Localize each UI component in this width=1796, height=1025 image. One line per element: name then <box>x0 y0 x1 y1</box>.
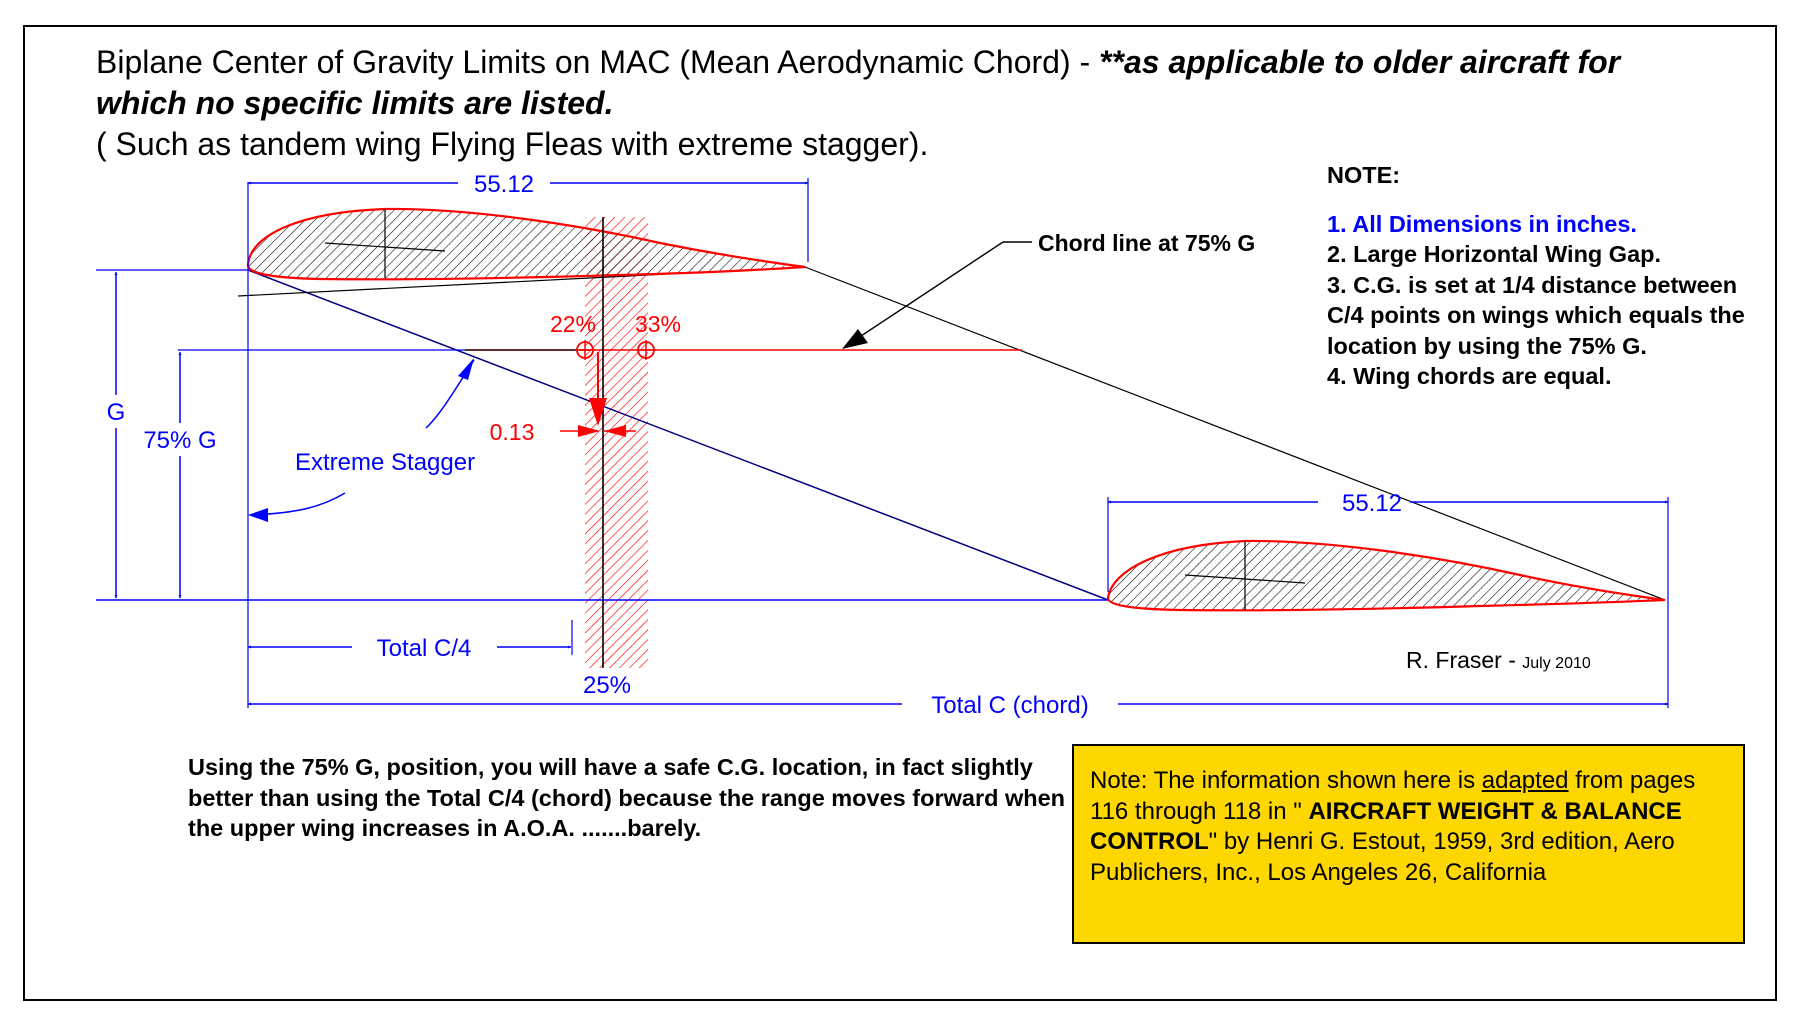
note-1: 1. All Dimensions in inches. <box>1327 210 1637 237</box>
reference-pre: Note: The information shown here is <box>1090 767 1482 794</box>
gap-75g-dimension <box>143 352 216 598</box>
title-subline: ( Such as tandem wing Flying Fleas with extreme stagger). <box>96 126 929 162</box>
explanation-paragraph: Using the 75% G, position, you will have a safe C.G. location, in fact slightly better than using the Total C/4 (chord) because the range moves forward when the upper wing increases in A.O.A. .......barely. <box>188 754 1066 841</box>
upper-chord-value: 55.12 <box>473 171 535 198</box>
total-c-label: Total C (chord) <box>931 692 1089 719</box>
reference-book-title: AIRCRAFT WEIGHT & BALANCE CONTROL <box>1090 797 1682 855</box>
reference-underlined: adapted <box>1481 767 1569 794</box>
total-c4-dimension <box>248 635 571 662</box>
lower-chord-dimension <box>1108 490 1668 517</box>
note-3: 3. C.G. is set at 1/4 distance between C/4 points on wings which equals the location by using the 75% G. <box>1327 271 1745 359</box>
author-name: R. Fraser - <box>1406 647 1523 673</box>
title-plain: Biplane Center of Gravity Limits on MAC (Mean Aerodynamic Chord) - <box>96 44 1100 80</box>
note-2: 2. Large Horizontal Wing Gap. <box>1327 241 1662 267</box>
gap-g-dimension <box>107 272 126 598</box>
upper-wing-airfoil <box>248 209 805 279</box>
offset-value: 0.13 <box>489 419 535 445</box>
lower-chord-value: 55.12 <box>1341 490 1403 517</box>
pct-22-label: 22% <box>549 311 597 337</box>
chord-line-75g-label: Chord line at 75% G <box>1038 230 1256 256</box>
notes-heading: NOTE: <box>1327 162 1401 188</box>
total-c4-label: Total C/4 <box>376 635 472 662</box>
reference-mid: from pages 116 through 118 in " <box>1090 767 1696 825</box>
reference-note-box <box>1072 744 1745 944</box>
upper-chord-dimension <box>248 171 808 198</box>
pct-33-label: 33% <box>634 311 682 337</box>
extreme-stagger-label: Extreme Stagger <box>295 449 476 476</box>
total-c-dimension <box>248 692 1668 719</box>
pct-25-label: 25% <box>582 672 632 699</box>
extreme-stagger-callout <box>248 358 475 522</box>
gap-75g-label: 75% G <box>143 427 217 454</box>
author-credit <box>1406 647 1591 673</box>
author-date: July 2010 <box>1522 655 1591 672</box>
chord-line-callout <box>842 230 1255 349</box>
lower-wing-airfoil <box>1108 541 1665 610</box>
reference-post: " by Henri G. Estout, 1959, 3rd edition, Aero Publichers, Inc., Los Angeles 26, California <box>1090 828 1675 886</box>
title-emphasis: **as applicable to older aircraft for which no specific limits are listed. <box>96 44 1621 121</box>
notes-panel <box>1327 160 1757 392</box>
note-4: 4. Wing chords are equal. <box>1327 363 1612 389</box>
gap-g-label: G <box>106 399 126 426</box>
